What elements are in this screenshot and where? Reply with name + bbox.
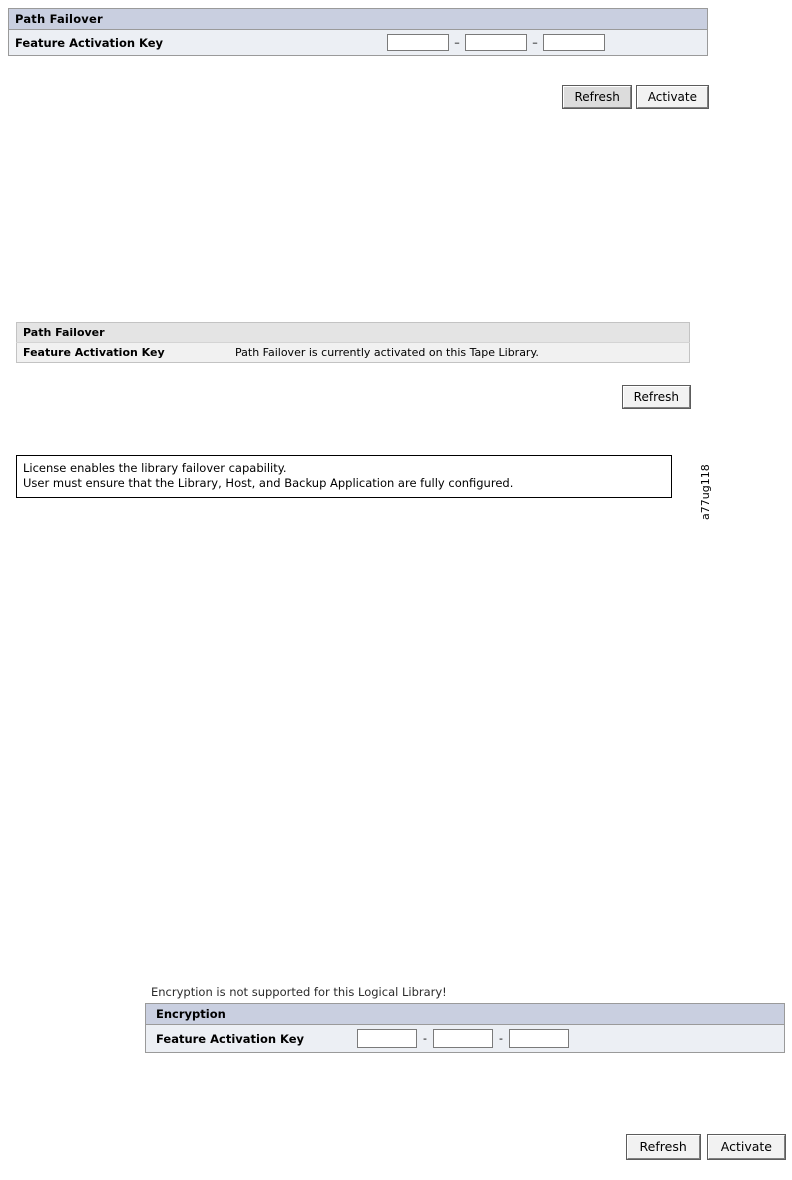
status-panel-header-row [17,323,690,343]
status-row [17,343,690,363]
encryption-key-separator-2: - [499,1032,503,1045]
encryption-activate-button[interactable]: Activate [708,1135,785,1159]
path-failover-form-buttons [8,86,708,108]
encryption-key-part-1-input[interactable] [357,1029,417,1048]
encryption-title: Encryption [146,1004,785,1025]
feature-activation-key-fields [381,30,708,56]
status-refresh-button[interactable]: Refresh [623,386,690,408]
path-failover-status-buttons [16,386,690,408]
refresh-button[interactable]: Refresh [563,86,630,108]
figure-id [700,450,714,520]
encryption-header-row [146,1004,785,1025]
license-note-line-1: License enables the library failover capability. [23,461,287,475]
activation-key-part-2-input[interactable] [465,34,527,51]
status-value: Path Failover is currently activated on this Tape Library. [229,343,690,363]
key-separator-2: – [532,36,538,49]
key-separator-1: – [454,36,460,49]
encryption-key-label: Feature Activation Key [146,1025,348,1053]
encryption-key-fields [347,1025,785,1053]
encryption-refresh-button[interactable]: Refresh [627,1135,700,1159]
path-failover-status-panel [16,322,690,363]
feature-activation-key-row [9,30,708,56]
license-note-box [16,455,672,498]
encryption-table [145,1003,785,1053]
activate-button[interactable]: Activate [637,86,708,108]
panel-header-row [9,9,708,30]
path-failover-status-title: Path Failover [17,323,690,343]
path-failover-form-panel [8,8,708,56]
figure-id-text: a77ug118 [699,464,712,520]
path-failover-title: Path Failover [9,9,708,30]
feature-activation-key-label: Feature Activation Key [9,30,382,56]
encryption-key-part-2-input[interactable] [433,1029,493,1048]
encryption-warning-text: Encryption is not supported for this Logical Library! [151,985,447,999]
license-note-line-2: User must ensure that the Library, Host, and Backup Application are fully configured. [23,476,514,490]
activation-key-part-3-input[interactable] [543,34,605,51]
encryption-panel-buttons [145,1135,785,1159]
encryption-panel [145,985,785,1053]
encryption-key-separator-1: - [423,1032,427,1045]
status-key-label: Feature Activation Key [17,343,230,363]
activation-key-part-1-input[interactable] [387,34,449,51]
encryption-key-part-3-input[interactable] [509,1029,569,1048]
path-failover-status-table [16,322,690,363]
encryption-key-row [146,1025,785,1053]
path-failover-form-table [8,8,708,56]
